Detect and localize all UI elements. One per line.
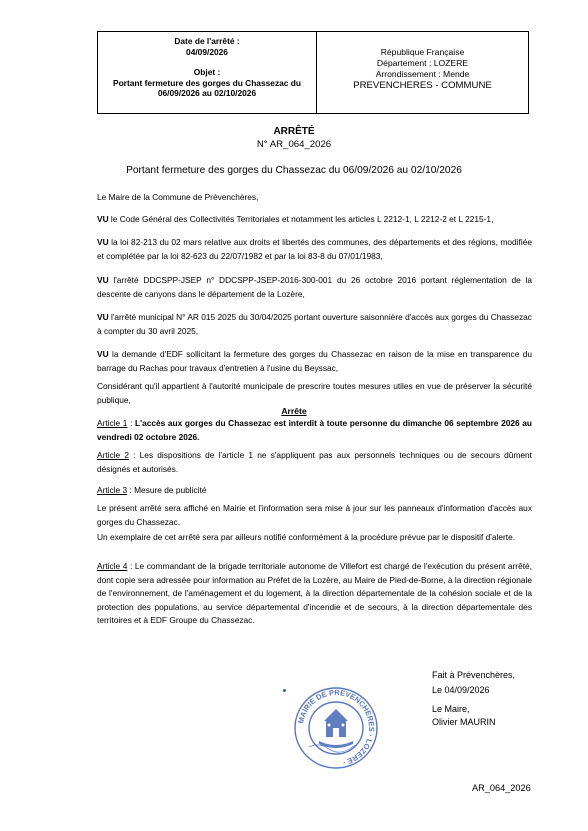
vu-3: VU l'arrêté DDCSPP-JSEP n° DDCSPP-JSEP-2016-300-001 du 26 octobre 2016 portant réglementation de la descente de canyons dans le département de la Lozère, bbox=[97, 275, 533, 299]
signature-name: Olivier MAURIN bbox=[432, 717, 496, 727]
arrete-heading: Arrête bbox=[281, 406, 307, 416]
svg-text:MAIRIE DE PREVENCHERES · LOZER: MAIRIE DE PREVENCHERES · LOZERE · bbox=[296, 687, 377, 768]
article-4: Article 4 : Le commandant de la brigade territoriale autonome de Villefort est chargé de l'exécution du présent arrêté, dont copie sera adressée pour information au Préfet de la Lozère, au Maire de Pied-de-Borne, à la direction régionale de l'environnement, de l'aménagement et du logement, à la direction départementale de la cohésion sociale et de la protection des populations, au service départemental d'incendie et de secours, à la direction départementale des territoires et à EDF Groupe du Chassezac. bbox=[97, 561, 533, 625]
paragraph-affichage: Le présent arrêté sera affiché en Mairie et l'information sera mise à jour sur les panneaux d'information d'accès aux gorges du Chassezac. bbox=[97, 503, 532, 527]
mairie-stamp-icon bbox=[291, 683, 381, 773]
vu-label: VU bbox=[97, 349, 109, 359]
objet-line2: 06/09/2026 au 02/10/2026 bbox=[157, 88, 257, 99]
article-3-label: Article 3 bbox=[97, 485, 128, 495]
considerant: Considérant qu'il appartient à l'autorité municipale de prescrire toutes mesures utiles en vue de préserver la sécurité publique, bbox=[97, 381, 532, 405]
vu-1: VU le Code Général des Collectivités Territoriales et notamment les articles L 2212-1, L 2212-2 et L 2215-1, bbox=[97, 214, 494, 224]
objet-label: Objet : bbox=[193, 67, 221, 78]
header-box bbox=[97, 31, 529, 114]
date-label: Date de l'arrêté : bbox=[174, 36, 240, 46]
commune: PREVENCHERES - COMMUNE bbox=[353, 80, 492, 91]
article-2-label: Article 2 bbox=[97, 450, 129, 460]
signature-fait: Fait à Prévenchères, bbox=[432, 670, 516, 680]
arrondissement: Arrondissement : Mende bbox=[375, 69, 470, 79]
signature-date: Le 04/09/2026 bbox=[432, 685, 490, 695]
document-title: ARRÊTÉ bbox=[273, 126, 315, 137]
article-2: Article 2 : Les dispositions de l'article 1 ne s'appliquent pas aux personnels techniques ou de secours dûment désignés et autorisés. bbox=[97, 450, 532, 474]
vu-5: VU la demande d'EDF sollicitant la fermeture des gorges du Chassezac en raison de la mise en transparence du barrage du Rachas pour travaux d'entretien à l'usine du Beyssac, bbox=[97, 349, 532, 373]
header-right-cell bbox=[317, 32, 528, 113]
intro: Le Maire de la Commune de Prévenchères, bbox=[97, 192, 259, 202]
document-subject: Portant fermeture des gorges du Chassezac du 06/09/2026 au 02/10/2026 bbox=[126, 165, 462, 176]
paragraph-notifie: Un exemplaire de cet arrêté sera par ailleurs notifié conformément à la procédure prévue par le dispositif d'alerte. bbox=[97, 532, 516, 542]
date-value: 04/09/2026 bbox=[186, 46, 228, 57]
republic: République Française bbox=[380, 47, 465, 57]
signature-role: Le Maire, bbox=[432, 704, 470, 714]
vu-label: VU bbox=[97, 275, 109, 285]
article-1: Article 1 : L'accès aux gorges du Chassezac est interdit à toute personne du dimanche 06 septembre 2026 au vendredi 02 octobre 2026. bbox=[97, 418, 532, 442]
ink-dot bbox=[283, 689, 286, 692]
article-3: Article 3 : Mesure de publicité bbox=[97, 485, 207, 495]
header-left-cell bbox=[98, 32, 317, 113]
article-4-label: Article 4 bbox=[97, 561, 128, 571]
document-number: N° AR_064_2026 bbox=[256, 139, 332, 150]
departement: Département : LOZERE bbox=[376, 58, 469, 68]
vu-label: VU bbox=[97, 214, 109, 224]
vu-label: VU bbox=[97, 312, 109, 322]
vu-label: VU bbox=[97, 237, 109, 247]
vu-4: VU l'arrêté municipal N° AR 015 2025 du 30/04/2025 portant ouverture saisonnière d'accès aux gorges du Chassezac à compter du 30 avril 2025, bbox=[97, 312, 532, 336]
footer-reference: AR_064_2026 bbox=[472, 783, 531, 793]
objet-line1: Portant fermeture des gorges du Chassezac du bbox=[112, 77, 302, 88]
vu-2: VU la loi 82-213 du 02 mars relative aux droits et libertés des communes, des départements et des régions, modifiée et complétée par la loi 82-623 du 22/07/1982 et par la loi 83-8 du 07/01/1983, bbox=[97, 237, 532, 261]
article-1-label: Article 1 bbox=[97, 418, 128, 428]
